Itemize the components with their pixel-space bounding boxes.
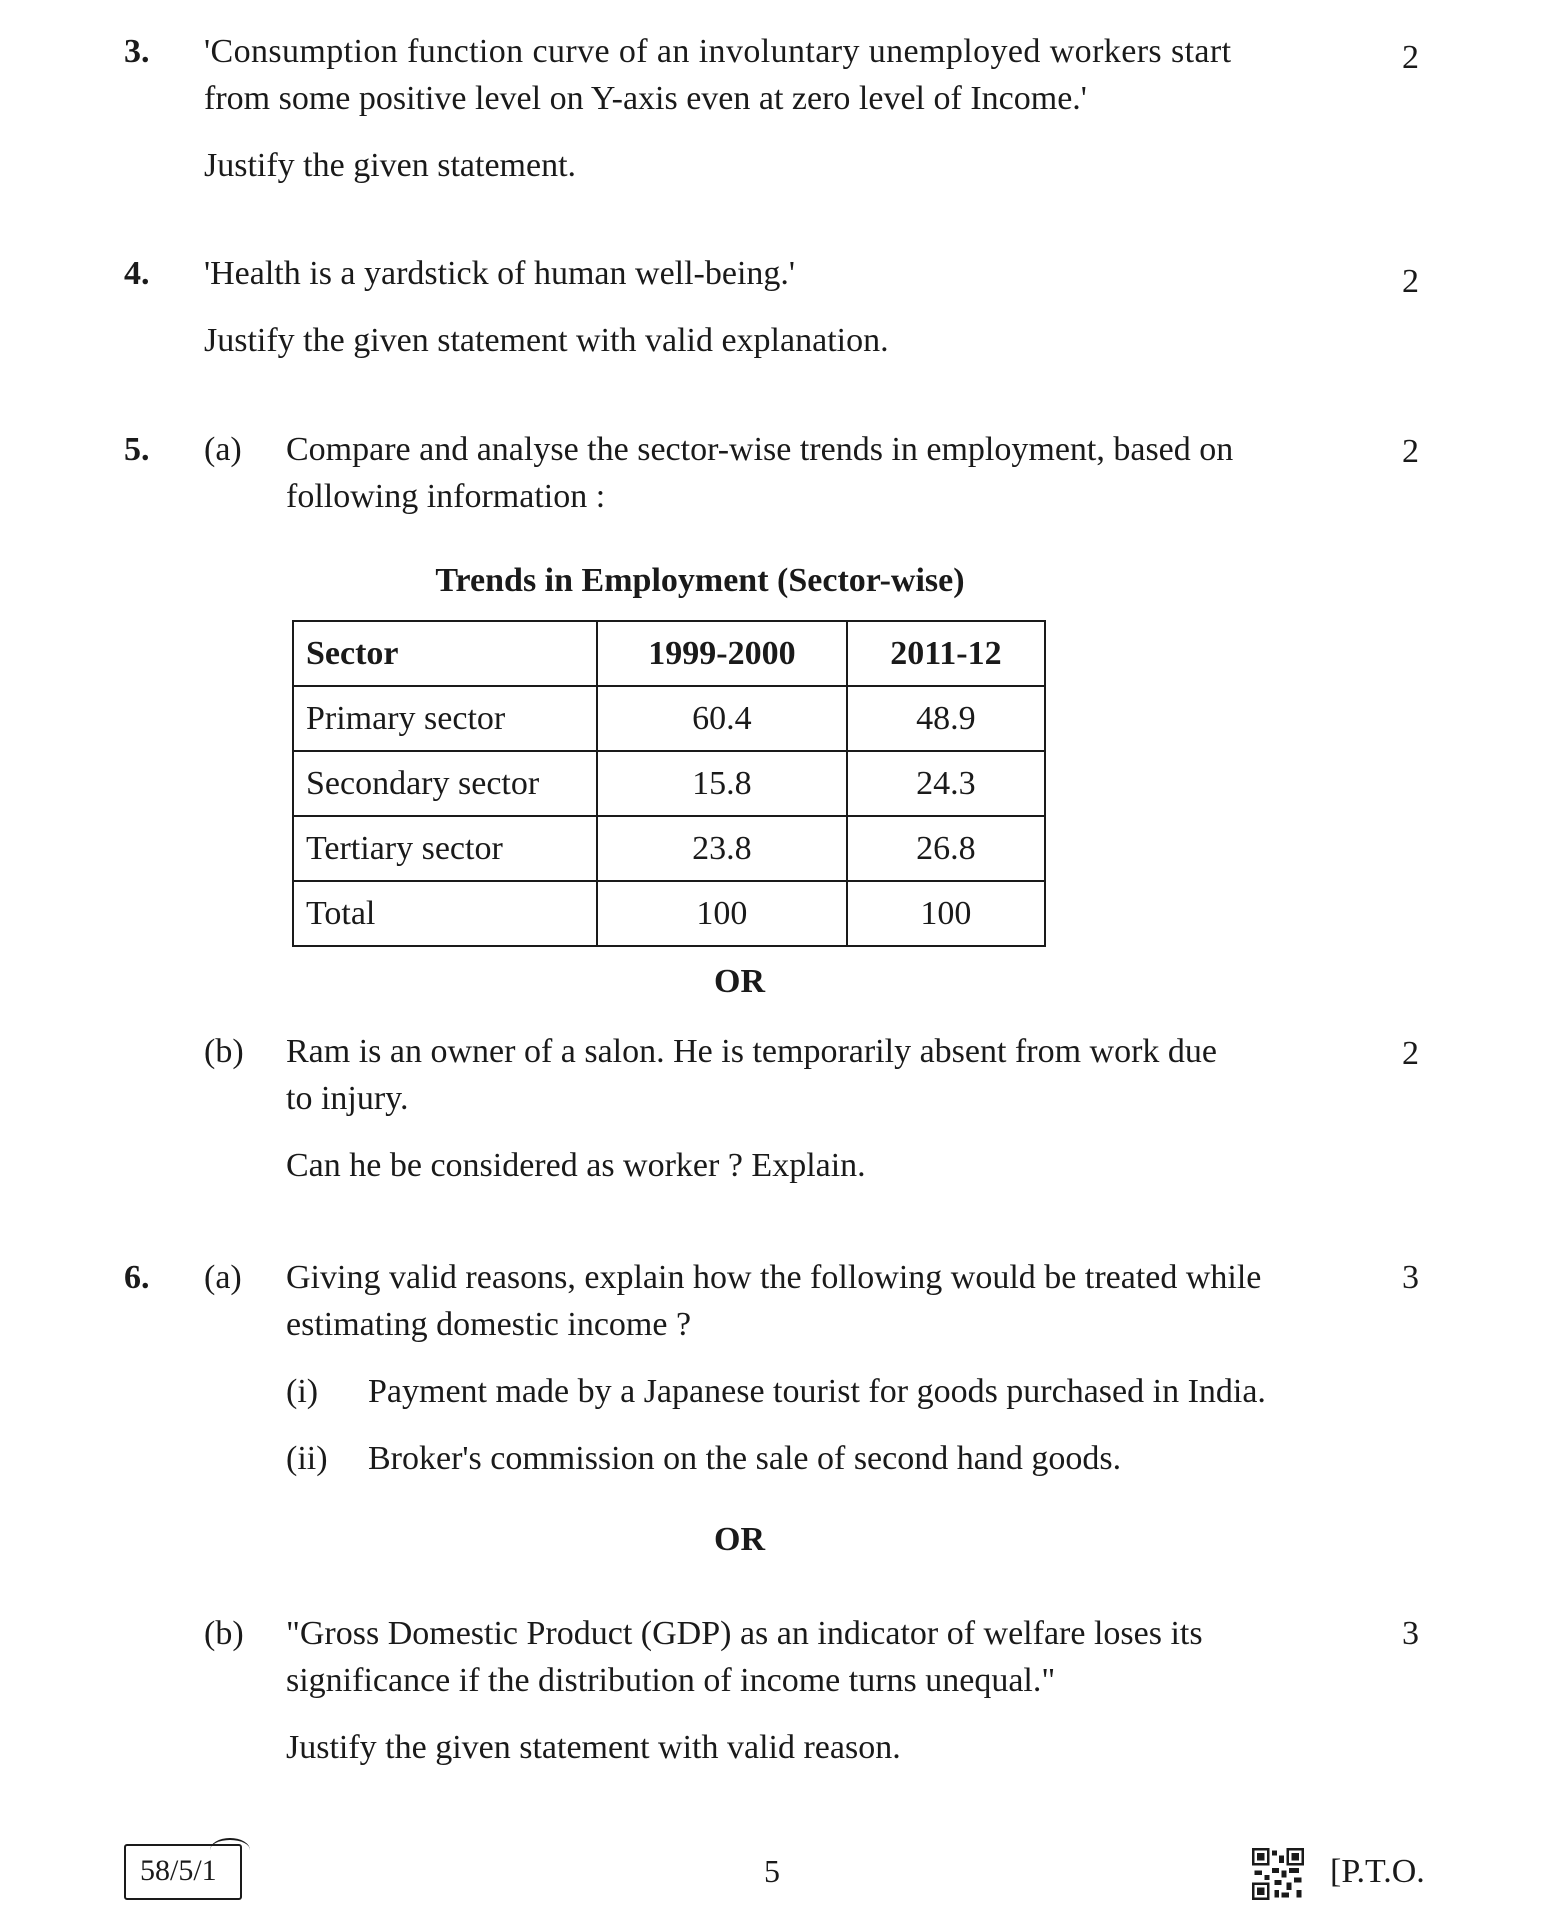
table-cell: Tertiary sector bbox=[293, 816, 597, 881]
q5b-marks: 2 bbox=[1402, 1035, 1419, 1072]
q5-number: 5. bbox=[124, 431, 150, 468]
table-cell: Primary sector bbox=[293, 686, 597, 751]
q5a-label: (a) bbox=[204, 431, 242, 468]
paper-code-box bbox=[124, 1844, 242, 1900]
table-header-cell: 1999-2000 bbox=[597, 621, 847, 686]
q6b-instruction: Justify the given statement with valid reason. bbox=[286, 1729, 901, 1766]
qr-code-icon bbox=[1252, 1848, 1304, 1900]
q5b-label: (b) bbox=[204, 1033, 244, 1070]
pto-label: [P.T.O. bbox=[1330, 1853, 1425, 1890]
table-cell: 23.8 bbox=[597, 816, 847, 881]
q6a-i-label: (i) bbox=[286, 1373, 319, 1410]
q6a-text-line1: Giving valid reasons, explain how the following would be treated while bbox=[286, 1259, 1262, 1296]
q6a-ii-label: (ii) bbox=[286, 1440, 328, 1477]
table-cell: 100 bbox=[597, 881, 847, 946]
table-cell: Secondary sector bbox=[293, 751, 597, 816]
q6b-marks: 3 bbox=[1402, 1615, 1419, 1652]
employment-trends-table bbox=[292, 620, 1046, 947]
q3-text-line2: from some positive level on Y-axis even at zero level of Income.' bbox=[204, 80, 1087, 117]
table-cell: 60.4 bbox=[597, 686, 847, 751]
code-box-curl bbox=[210, 1838, 250, 1862]
paper-code: 58/5/1 bbox=[140, 1854, 217, 1887]
q5a-text-line2: following information : bbox=[286, 478, 606, 515]
q3-instruction: Justify the given statement. bbox=[204, 147, 577, 184]
q5-or-divider: OR bbox=[714, 963, 765, 1000]
q3-marks: 2 bbox=[1402, 39, 1419, 76]
table-cell: 100 bbox=[847, 881, 1045, 946]
q4-text: 'Health is a yardstick of human well-being.' bbox=[204, 255, 796, 292]
q6b-text-line1: "Gross Domestic Product (GDP) as an indicator of welfare loses its bbox=[286, 1615, 1203, 1652]
q5a-marks: 2 bbox=[1402, 433, 1419, 470]
q5b-text-line1: Ram is an owner of a salon. He is temporarily absent from work due bbox=[286, 1033, 1217, 1070]
table-cell: 15.8 bbox=[597, 751, 847, 816]
table-row bbox=[293, 881, 1045, 946]
table-header-cell: Sector bbox=[293, 621, 597, 686]
table-cell: Total bbox=[293, 881, 597, 946]
q6a-label: (a) bbox=[204, 1259, 242, 1296]
table-header-row bbox=[293, 621, 1045, 686]
q5b-text-line2: to injury. bbox=[286, 1080, 409, 1117]
table-cell: 48.9 bbox=[847, 686, 1045, 751]
q6a-text-line2: estimating domestic income ? bbox=[286, 1306, 692, 1343]
page-number: 5 bbox=[764, 1853, 780, 1889]
q4-number: 4. bbox=[124, 255, 150, 292]
table-cell: 26.8 bbox=[847, 816, 1045, 881]
q5b-instruction: Can he be considered as worker ? Explain. bbox=[286, 1147, 866, 1184]
q5a-text-line1: Compare and analyse the sector-wise trends in employment, based on bbox=[286, 431, 1234, 468]
q3-text-line1: 'Consumption function curve of an involuntary unemployed workers start bbox=[204, 33, 1232, 70]
q6-number: 6. bbox=[124, 1259, 150, 1296]
q6b-label: (b) bbox=[204, 1615, 244, 1652]
q6-or-divider: OR bbox=[714, 1521, 765, 1558]
q6b-text-line2: significance if the distribution of income turns unequal." bbox=[286, 1662, 1056, 1699]
q6a-ii-text: Broker's commission on the sale of second hand goods. bbox=[368, 1440, 1122, 1477]
table-header-cell: 2011-12 bbox=[847, 621, 1045, 686]
q6a-i-text: Payment made by a Japanese tourist for goods purchased in India. bbox=[368, 1373, 1266, 1410]
table-title: Trends in Employment (Sector-wise) bbox=[435, 562, 965, 599]
q6a-marks: 3 bbox=[1402, 1259, 1419, 1296]
q3-number: 3. bbox=[124, 33, 150, 70]
table-row bbox=[293, 751, 1045, 816]
table-row bbox=[293, 816, 1045, 881]
table-row bbox=[293, 686, 1045, 751]
table-cell: 24.3 bbox=[847, 751, 1045, 816]
q4-marks: 2 bbox=[1402, 263, 1419, 300]
q4-instruction: Justify the given statement with valid explanation. bbox=[204, 322, 889, 359]
